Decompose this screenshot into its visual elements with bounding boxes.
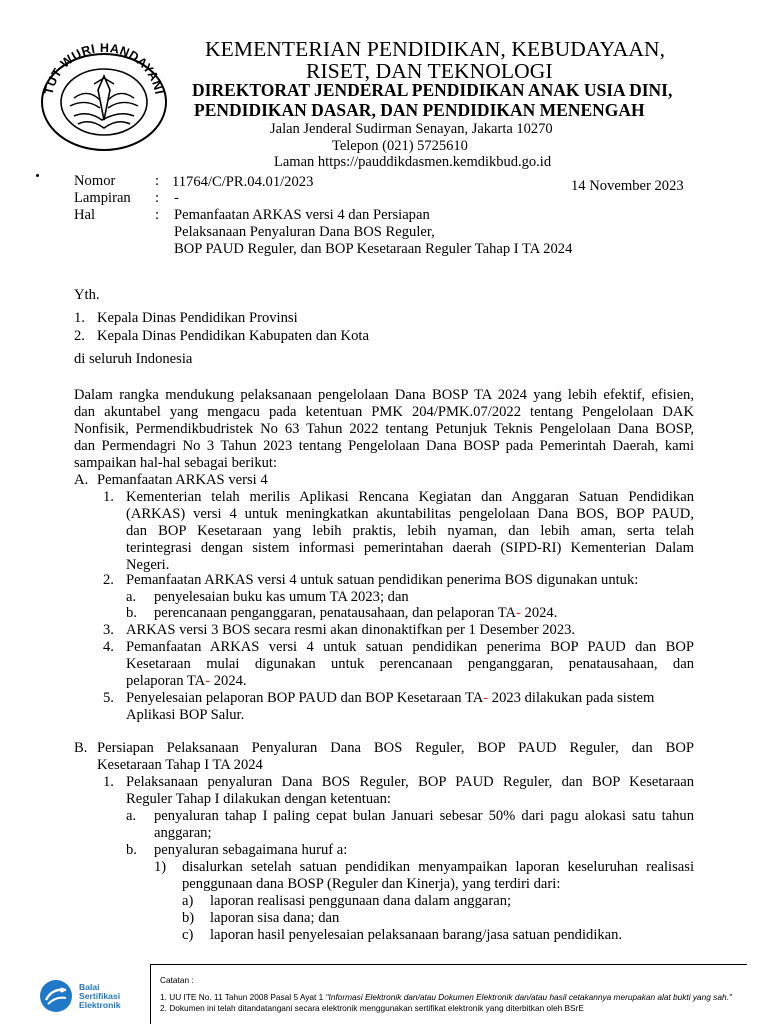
b-sub-1b-marker: b) xyxy=(182,910,195,926)
recipient-number-2: 2. xyxy=(74,328,85,344)
directorate-line2: PENDIDIKAN DASAR, DAN PENDIDIKAN MENENGAH xyxy=(194,100,645,120)
website-line: Laman https://pauddikdasmen.kemdikbud.go.id xyxy=(274,154,552,170)
a-item-1-number: 1. xyxy=(103,489,114,505)
ministry-title-line1: KEMENTERIAN PENDIDIKAN, KEBUDAYAAN, xyxy=(205,37,666,61)
intro-line-4: dan Permendagri No 3 Tahun 2023 tentang Pengelolaan Dana BOSP pada Pemerintah Daerah, kami xyxy=(74,438,694,454)
section-b-title-line2: Kesetaraan Tahap I TA 2024 xyxy=(97,757,263,773)
a-item-5-line2: Aplikasi BOP Salur. xyxy=(126,707,245,723)
margin-dot xyxy=(36,174,39,177)
b-sub-1-line2: penggunaan dana BOSP (Reguler dan Kinerja), yang terdiri dari: xyxy=(182,876,561,892)
a-item-2a-marker: a. xyxy=(126,589,137,605)
address-line: Jalan Jenderal Sudirman Senayan, Jakarta 10270 xyxy=(270,121,553,137)
a-item-2-number: 2. xyxy=(103,572,114,588)
nomor-value: 11764/C/PR.04.01/2023 xyxy=(172,174,314,190)
b-sub-1c-text: laporan hasil penyelesaian pelaksanaan barang/jasa satuan pendidikan. xyxy=(210,927,623,943)
a-item-1-line3: dan BOP Kesetaraan yang lebih praktis, lebih nyaman, dan lebih aman, serta telah xyxy=(126,523,694,539)
b-sub-1-marker: 1) xyxy=(154,859,167,875)
b-item-1a-line2: anggaran; xyxy=(154,825,212,841)
intro-line-2: dan akuntabel yang mengacu pada ketentuan PMK 204/PMK.07/2022 tentang Pengelolaan DAK xyxy=(74,404,694,420)
a-item-2b-marker: b. xyxy=(126,605,137,621)
b-item-1b-text: penyaluran sebagaimana huruf a: xyxy=(154,842,348,858)
letter-date: 14 November 2023 xyxy=(571,178,684,194)
bsre-name-line1: Balai xyxy=(79,982,100,992)
footer-note-2: 2. Dokumen ini telah ditandatangani secara elektronik menggunakan sertifikat elektronik yang diterbitkan oleh BSrE xyxy=(160,1003,584,1013)
tut-wuri-handayani-logo xyxy=(34,40,174,152)
b-sub-1a-text: laporan realisasi penggunaan dana dalam anggaran; xyxy=(210,893,512,909)
intro-line-1: Dalam rangka mendukung pelaksanaan pengelolaan Dana BOSP TA 2024 yang lebih efektif, efisien, xyxy=(74,387,694,403)
lampiran-colon: : xyxy=(155,190,160,206)
section-a-marker: A. xyxy=(74,472,89,488)
a-item-1-line2: (ARKAS) versi 4 untuk meningkatkan akuntabilitas pengelolaan Dana BOS, BOP PAUD, xyxy=(126,506,694,522)
hal-line3: BOP PAUD Reguler, dan BOP Kesetaraan Reguler Tahap I TA 2024 xyxy=(174,241,573,257)
a-item-2b-text: perencanaan penganggaran, penatausahaan, dan pelaporan TA- 2024. xyxy=(154,605,558,621)
bsre-name-line2: Sertifikasi xyxy=(79,991,121,1001)
bsre-logo-icon xyxy=(38,978,74,1014)
a-item-5-line1: Penyelesaian pelaporan BOP PAUD dan BOP Kesetaraan TA- 2023 dilakukan pada sistem xyxy=(126,690,655,706)
b-item-1-line1: Pelaksanaan penyaluran Dana BOS Reguler, BOP PAUD Reguler, dan BOP Kesetaraan xyxy=(126,774,694,790)
recipient-2: Kepala Dinas Pendidikan Kabupaten dan Kota xyxy=(97,328,369,344)
yth-label: Yth. xyxy=(74,287,100,303)
a-item-1-line5: Negeri. xyxy=(126,557,170,573)
a-item-2a-text: penyelesaian buku kas umum TA 2023; dan xyxy=(154,589,409,605)
logo-motto-text: TUT WURI HANDAYANI xyxy=(41,40,167,96)
hal-line2: Pelaksanaan Penyaluran Dana BOS Reguler, xyxy=(174,224,435,240)
lampiran-value: - xyxy=(174,190,179,206)
a-item-1-line4: terintegrasi dengan sistem informasi pemerintahan daerah (SIPD-RI) Kementerian Dalam xyxy=(126,540,694,556)
phone-line: Telepon (021) 5725610 xyxy=(332,138,468,154)
footer-divider xyxy=(150,964,747,965)
recipient-1: Kepala Dinas Pendidikan Provinsi xyxy=(97,310,298,326)
b-item-1-line2: Reguler Tahap I dilakukan dengan ketentuan: xyxy=(126,791,391,807)
catatan-label: Catatan : xyxy=(160,975,194,985)
lampiran-label: Lampiran xyxy=(74,190,131,206)
b-sub-1a-marker: a) xyxy=(182,893,194,909)
ministry-title-line2: RISET, DAN TEKNOLOGI xyxy=(306,59,553,83)
b-sub-1b-text: laporan sisa dana; dan xyxy=(210,910,340,926)
a-item-4-line3: pelaporan TA- 2024. xyxy=(126,673,247,689)
section-b-marker: B. xyxy=(74,740,88,756)
b-item-1b-marker: b. xyxy=(126,842,137,858)
b-item-1-number: 1. xyxy=(103,774,114,790)
a-item-3-number: 3. xyxy=(103,622,114,638)
b-sub-1-line1: disalurkan setelah satuan pendidikan menyampaikan laporan keseluruhan realisasi xyxy=(182,859,694,875)
nomor-label: Nomor xyxy=(74,173,116,189)
b-item-1a-line1: penyaluran tahap I paling cepat bulan Januari sebesar 50% dari pagu alokasi satu tahun xyxy=(154,808,694,824)
a-item-5-number: 5. xyxy=(103,690,114,706)
a-item-1-line1: Kementerian telah merilis Aplikasi Rencana Kegiatan dan Anggaran Satuan Pendidikan xyxy=(126,489,694,505)
a-item-2-text: Pemanfaatan ARKAS versi 4 untuk satuan pendidikan penerima BOS digunakan untuk: xyxy=(126,572,639,588)
a-item-4-number: 4. xyxy=(103,639,114,655)
footer-vertical-divider xyxy=(150,964,151,1024)
bsre-name-line3: Elektronik xyxy=(79,1000,121,1010)
recipient-number-1: 1. xyxy=(74,310,85,326)
hal-line1: Pemanfaatan ARKAS versi 4 dan Persiapan xyxy=(174,207,430,223)
section-b-title-line1: Persiapan Pelaksanaan Penyaluran Dana BOS Reguler, BOP PAUD Reguler, dan BOP xyxy=(97,740,694,756)
hal-label: Hal xyxy=(74,207,96,223)
nomor-colon: : xyxy=(155,173,160,189)
a-item-4-line2: Kesetaraan mulai digunakan untuk perencanaan penganggaran, penatausahaan, dan xyxy=(126,656,694,672)
footer-note-1: 1. UU ITE No. 11 Tahun 2008 Pasal 5 Ayat 1 "Informasi Elektronik dan/atau Dokumen Elektronik dan/atau hasil cetakannya merupakan alat bukti yang sah." xyxy=(160,992,732,1002)
b-item-1a-marker: a. xyxy=(126,808,137,824)
intro-line-5: sampaikan hal-hal sebagai berikut: xyxy=(74,455,278,471)
a-item-4-line1: Pemanfaatan ARKAS versi 4 untuk satuan pendidikan penerima BOP PAUD dan BOP xyxy=(126,639,694,655)
section-a-title: Pemanfaatan ARKAS versi 4 xyxy=(97,472,268,488)
b-sub-1c-marker: c) xyxy=(182,927,194,943)
recipient-location: di seluruh Indonesia xyxy=(74,351,193,367)
a-item-3-text: ARKAS versi 3 BOS secara resmi akan dinonaktifkan per 1 Desember 2023. xyxy=(126,622,576,638)
intro-line-3: Nonfisik, Permendikbudristek No 63 Tahun 2022 tentang Petunjuk Teknis Pengelolaan Dana BOSP, xyxy=(74,421,694,437)
hal-colon: : xyxy=(155,207,160,223)
directorate-line1: DIREKTORAT JENDERAL PENDIDIKAN ANAK USIA DINI, xyxy=(192,80,673,100)
